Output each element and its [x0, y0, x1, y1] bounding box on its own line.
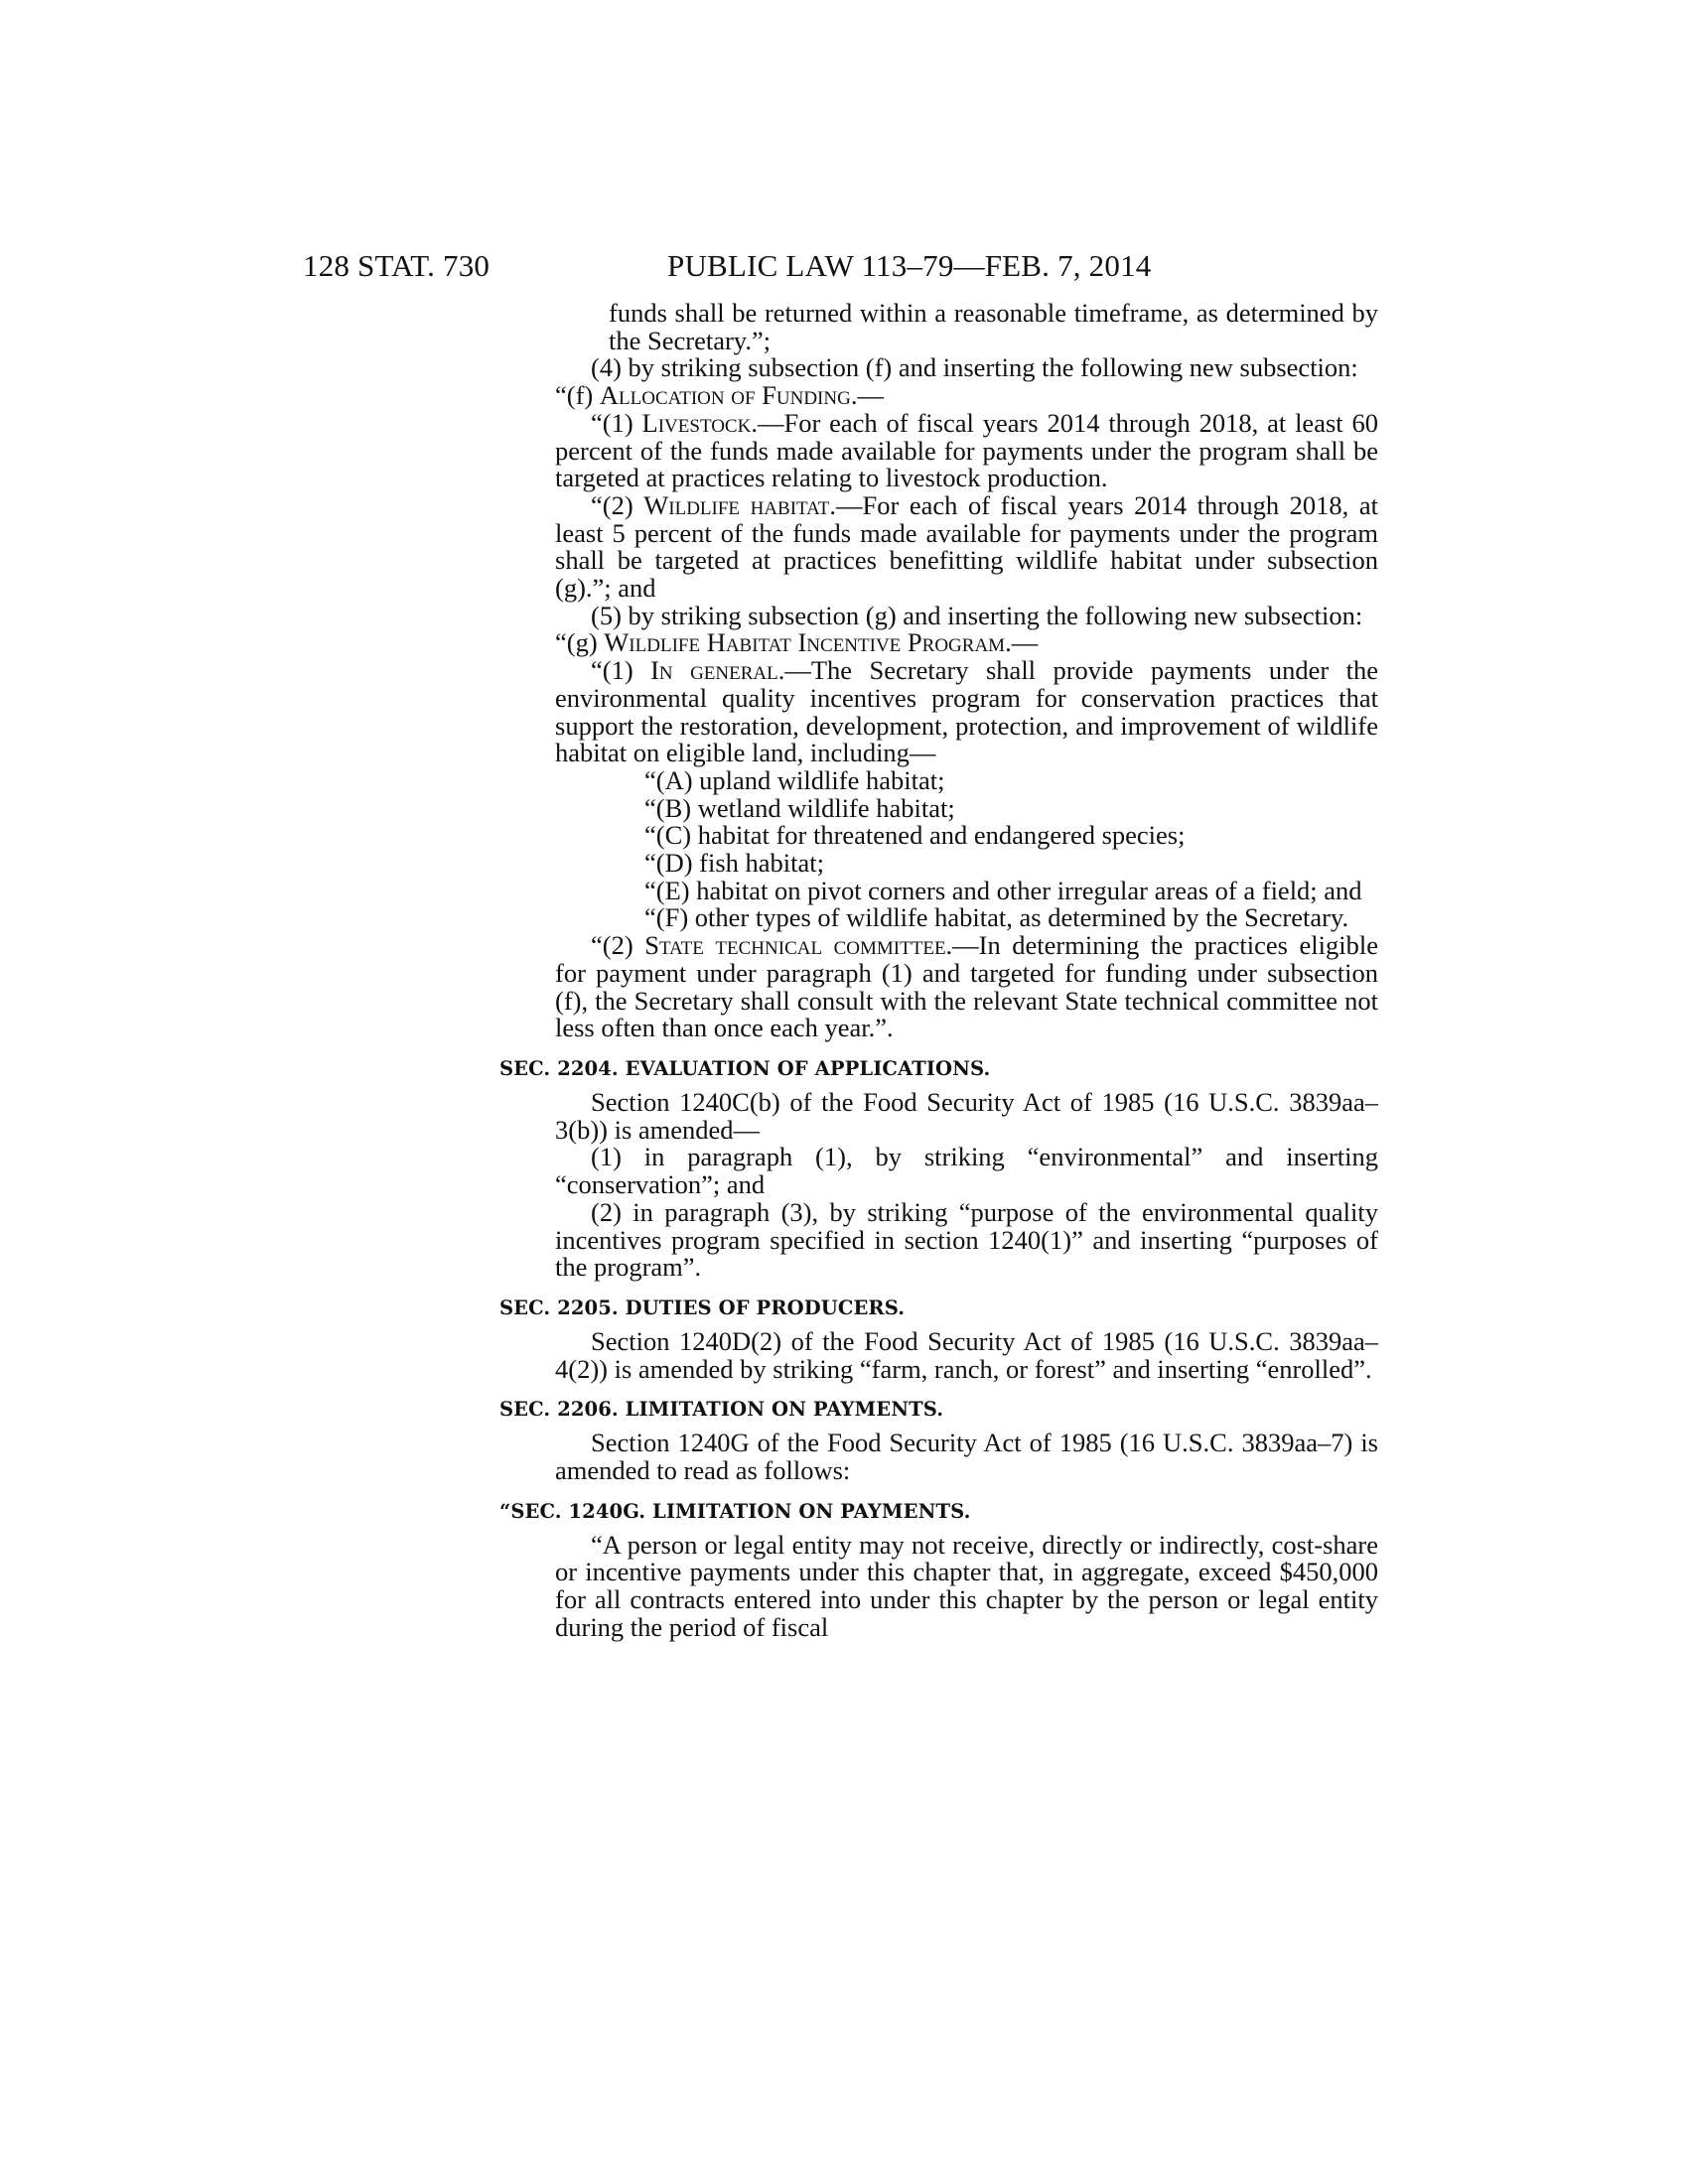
list-item: “(B) wetland wildlife habitat; [644, 792, 955, 823]
section-heading: SEC. 2204. EVALUATION OF APPLICATIONS. [499, 1056, 991, 1080]
paragraph [555, 657, 1378, 767]
subsection-heading [555, 629, 1378, 657]
subsection-heading [555, 382, 1378, 410]
paragraph: Section 1240D(2) of the Food Security Act of 1985 (16 U.S.C. 3839aa–4(2)) is amended by striking “farm, ranch, or forest” and inserting “enrolled”. [555, 1325, 1378, 1384]
paragraph [555, 489, 1378, 604]
section-heading: SEC. 2205. DUTIES OF PRODUCERS. [499, 1296, 906, 1319]
paragraph [555, 407, 1378, 493]
text: .—The Secretary shall provide payments under the environmental quality incentives program for conservation practices that support the restoration, development, protection, and improvement of wildlife habitat on eligible land, including— [555, 655, 1378, 768]
caption: Allocation of Funding [599, 380, 851, 411]
list-item: “(A) upland wildlife habitat; [644, 764, 945, 795]
running-header: PUBLIC LAW 113–79—FEB. 7, 2014 [667, 248, 1152, 283]
section-heading: SEC. 2206. LIMITATION ON PAYMENTS. [499, 1398, 944, 1422]
text: “(g) [555, 627, 605, 658]
paragraph: (5) by striking subsection (g) and inserting the following new subsection: [591, 600, 1363, 630]
caption: In general [650, 655, 778, 686]
list-item: “(E) habitat on pivot corners and other irregular areas of a field; and [644, 875, 1362, 905]
paragraph: “A person or legal entity may not receive, directly or indirectly, cost-share or incentive payments under this chapter that, in aggregate, exceed $450,000 for all contracts entered into under this chapter by the person or legal entity during the period of fiscal [555, 1529, 1378, 1642]
list-item: “(F) other types of wildlife habitat, as determined by the Secretary. [644, 902, 1349, 933]
paragraph: (2) in paragraph (3), by striking “purpose of the environmental quality incentives program specified in section 1240(1)” and inserting “purposes of the program”. [555, 1196, 1378, 1283]
paragraph: funds shall be returned within a reasonable timeframe, as determined by the Secretary.”; [609, 298, 1378, 355]
text: “(1) [591, 655, 651, 686]
list-item: “(D) fish habitat; [644, 848, 825, 879]
text: “(2) [591, 489, 644, 520]
text: “(2) [591, 930, 645, 961]
page-stat-citation: 128 STAT. 730 [303, 248, 491, 283]
paragraph: (1) in paragraph (1), by striking “environmental” and inserting “conservation”; and [555, 1142, 1378, 1200]
text: “(f) [555, 380, 600, 411]
text: .—For each of fiscal years 2014 through 2018, at least 60 percent of the funds made available for payments under the program shall be targeted at practices relating to livestock production. [555, 407, 1378, 493]
paragraph: Section 1240C(b) of the Food Security Act of 1985 (16 U.S.C. 3839aa–3(b)) is amended— [555, 1086, 1378, 1145]
text: .—For each of fiscal years 2014 through 2018, at least 5 percent of the funds made available for payments under the program shall be targeted at practices benefitting wildlife habitat under subsection (g).”; and [555, 489, 1378, 604]
caption: State technical committee [644, 930, 946, 961]
caption: Wildlife Habitat Incentive Program [604, 627, 1006, 658]
paragraph: Section 1240G of the Food Security Act of 1985 (16 U.S.C. 3839aa–7) is amended to read as follows: [555, 1428, 1378, 1486]
caption: Livestock [641, 407, 752, 438]
text: “(1) [591, 407, 642, 438]
section-heading: “SEC. 1240G. LIMITATION ON PAYMENTS. [499, 1499, 971, 1523]
body-column [499, 298, 1378, 1642]
list-item: “(C) habitat for threatened and endangered species; [644, 820, 1186, 851]
text: .— [850, 380, 884, 411]
paragraph: (4) by striking subsection (f) and inserting the following new subsection: [591, 352, 1358, 383]
paragraph [555, 932, 1378, 1042]
text: .— [1005, 627, 1039, 658]
caption: Wildlife habitat [643, 489, 830, 520]
text: .—In determining the practices eligible for payment under paragraph (1) and targeted for funding under subsection (f), the Secretary shall consult with the relevant State technical committee not less often than once each year.”. [555, 930, 1378, 1043]
